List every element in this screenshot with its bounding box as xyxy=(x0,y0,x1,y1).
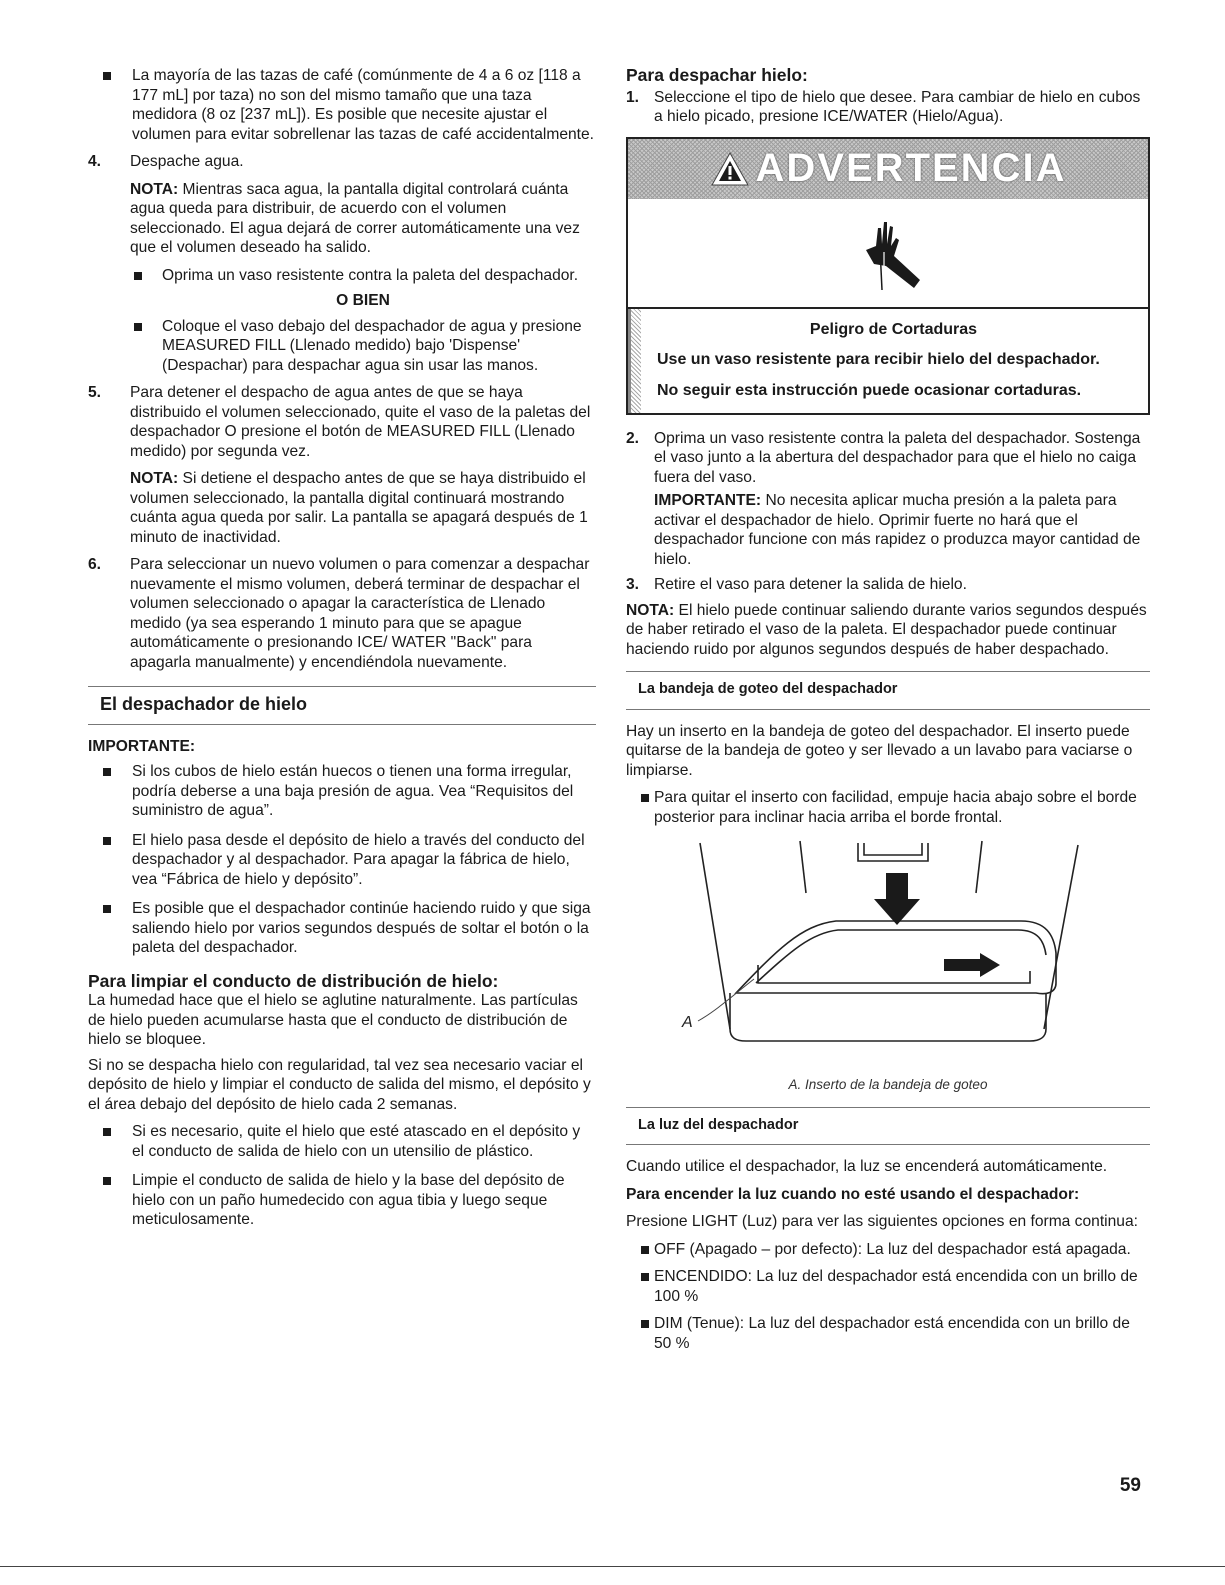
warning-subtitle: Peligro de Cortaduras xyxy=(809,320,978,338)
section-ice-dispenser: El despachador de hielo xyxy=(88,686,596,725)
step-3 xyxy=(626,575,1150,595)
warning-line-1: Use un vaso resistente para recibir hielo del despachador. xyxy=(657,350,1100,368)
step-number: 4. xyxy=(88,153,102,170)
important-label: IMPORTANTE: xyxy=(88,737,196,755)
clean-bullet-2: Limpie el conducto de salida de hielo y la base del depósito de hielo con un paño humedecido con agua tibia y luego seque meticulosamente. xyxy=(88,1171,596,1230)
note-2: NOTA: Si detiene el despacho antes de que se haya distribuido el volumen seleccionado, la pantalla digital continuará mostrando cuánta agua queda por salir. La pantalla se apagará después de 1 minuto de inactividad. xyxy=(130,470,588,546)
ice-bullet-1: Si los cubos de hielo están huecos o tienen una forma irregular, podría deberse a una baja presión de agua. Vea “Requisitos del suministro de agua”. xyxy=(88,762,596,821)
step-number: 1. xyxy=(626,88,640,106)
cut-hazard-hand-icon xyxy=(848,208,928,298)
page-number: 59 xyxy=(1119,1475,1141,1496)
footer-line xyxy=(0,1566,1225,1567)
dispense-heading: Para despachar hielo: xyxy=(626,65,808,85)
light-bullet-dim: DIM (Tenue): La luz del despachador está encendida con un brillo de 50 % xyxy=(626,1314,1150,1353)
light-bullet-off: OFF (Apagado – por defecto): La luz del despachador está apagada. xyxy=(626,1240,1150,1260)
diagram-label-a: A xyxy=(682,1014,693,1031)
right-column xyxy=(626,66,1150,1359)
step-text: Despache agua. xyxy=(130,153,244,170)
step-5 xyxy=(88,383,596,461)
ice-bullet-2: El hielo pasa desde el depósito de hielo a través del conducto del despachador y al despachador. Para apagar la fábrica de hielo, vea “Fábrica de hielo y depósito”. xyxy=(88,831,596,890)
step-text: Oprima un vaso resistente contra la paleta del despachador. Sostenga el vaso junto a la abertura del despachador para que el hielo no caiga fuera del vaso. xyxy=(654,429,1141,486)
drip-bullet: Para quitar el inserto con facilidad, empuje hacia abajo sobre el borde posterior para inclinar hacia arriba el borde frontal. xyxy=(626,788,1150,827)
warning-line-2: No seguir esta instrucción puede ocasionar cortaduras. xyxy=(657,381,1082,399)
clean-paragraph-2: Si no se despacha hielo con regularidad, tal vez sea necesario vaciar el depósito de hielo y limpiar el conducto de salida del mismo, el depósito y el área debajo del depósito de hielo cada 2 semanas. xyxy=(88,1056,591,1113)
step-text: Retire el vaso para detener la salida de hielo. xyxy=(654,576,967,593)
ice-bullet-3: Es posible que el despachador continúe haciendo ruido y que siga saliendo hielo por varios segundos después de soltar el botón o la paleta del despachador. xyxy=(88,899,596,958)
o-bien-label: O BIEN xyxy=(336,292,390,309)
warning-box xyxy=(626,137,1150,415)
note-3: NOTA: El hielo puede continuar saliendo durante varios segundos después de haber retirado el vaso de la paleta. El despachador puede continuar haciendo ruido por algunos segundos después de haber despachado. xyxy=(626,601,1147,658)
step-text: Para detener el despacho de agua antes de que se haya distribuido el volumen seleccionado, quite el vaso de la paletas del despachador O presione el botón de MEASURED FILL (Llenado medido) por segunda vez. xyxy=(130,384,591,460)
light-bold-heading: Para encender la luz cuando no esté usando el despachador: xyxy=(626,1185,1080,1203)
step-number: 3. xyxy=(626,576,640,593)
step-4 xyxy=(88,152,596,172)
drip-tray-illustration xyxy=(626,833,1150,1073)
step-6 xyxy=(88,555,596,672)
drip-paragraph: Hay un inserto en la bandeja de goteo del despachador. El inserto puede quitarse de la bandeja de goteo y ser llevado a un lavabo para vaciarse o limpiarse. xyxy=(626,722,1133,779)
warning-title: ADVERTENCIA xyxy=(755,145,1067,190)
bullet-place-glass: Coloque el vaso debajo del despachador de agua y presione MEASURED FILL (Llenado medido) bajo 'Dispense' (Despachar) para despachar agua sin usar las manos. xyxy=(130,317,596,376)
drip-tray-heading: La bandeja de goteo del despachador xyxy=(626,671,1150,710)
clean-bullet-1: Si es necesario, quite el hielo que esté atascado en el depósito y el conducto de salida de hielo con un utensilio de plástico. xyxy=(88,1122,596,1161)
clean-heading: Para limpiar el conducto de distribución de hielo: xyxy=(88,970,499,991)
warning-triangle-icon xyxy=(710,151,750,187)
important-note: IMPORTANTE: No necesita aplicar mucha presión a la paleta para activar el despachador de hielo. Oprimir fuerte no hará que el despachador funcione con más rapidez o produzca mayor cantidad de hielo. xyxy=(654,492,1141,568)
step-1 xyxy=(626,88,1150,127)
light-bullet-on: ENCENDIDO: La luz del despachador está encendida con un brillo de 100 % xyxy=(626,1267,1150,1306)
step-number: 5. xyxy=(88,384,102,401)
light-paragraph: Cuando utilice el despachador, la luz se encenderá automáticamente. xyxy=(626,1158,1108,1175)
step-text: Para seleccionar un nuevo volumen o para comenzar a despachar nuevamente el mismo volumen, deberá terminar de despachar el volumen seleccionado o apagar la característica de Llenado medido (ya sea esperando 1 minuto para que se apague automáticamente o presionando ICE/ WATER "Back" para apagarla manualmente) y encendiéndola nuevamente. xyxy=(130,556,590,671)
dispenser-light-heading: La luz del despachador xyxy=(626,1107,1150,1146)
left-column xyxy=(88,66,596,1236)
bullet-press-glass: Oprima un vaso resistente contra la paleta del despachador. xyxy=(130,266,596,286)
step-text: Seleccione el tipo de hielo que desee. Para cambiar de hielo en cubos a hielo picado, presione ICE/WATER (Hielo/Agua). xyxy=(654,88,1141,125)
clean-paragraph-1: La humedad hace que el hielo se aglutine naturalmente. Las partículas de hielo pueden acumularse hasta que el conducto de distribución de hielo se bloquee. xyxy=(88,992,578,1048)
step-number: 2. xyxy=(626,429,640,447)
step-number: 6. xyxy=(88,556,102,573)
light-paragraph-2: Presione LIGHT (Luz) para ver las siguientes opciones en forma continua: xyxy=(626,1213,1138,1230)
drip-tray-diagram xyxy=(626,833,1150,1073)
step-2 xyxy=(626,429,1150,488)
diagram-caption: A. Inserto de la bandeja de goteo xyxy=(788,1077,988,1092)
bullet-cups: La mayoría de las tazas de café (comúnmente de 4 a 6 oz [118 a 177 mL] por taza) no son del mismo tamaño que una taza medidora (8 oz [237 mL]). Es posible que necesite ajustar el volumen para evitar sobrellenar las tazas de café accidentalmente. xyxy=(88,66,596,144)
warning-header xyxy=(628,139,1148,199)
note-1: NOTA: Mientras saca agua, la pantalla digital controlará cuánta agua queda para distribuir, de acuerdo con el volumen seleccionado. El agua dejará de correr automáticamente una vez que el volumen deseado ha salido. xyxy=(130,180,580,256)
